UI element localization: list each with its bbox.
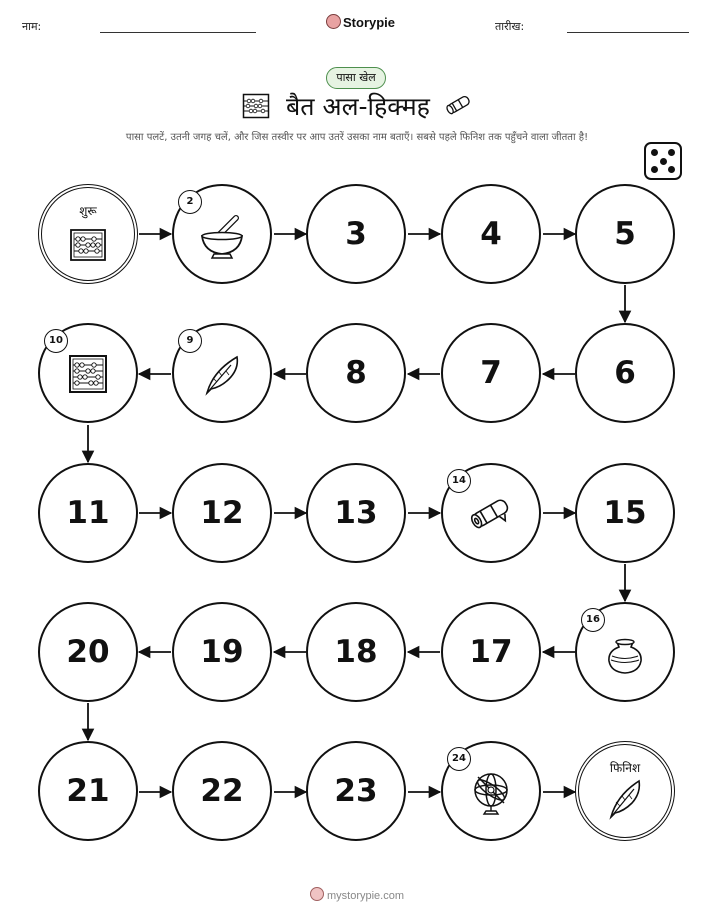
square-number: 20 bbox=[66, 634, 110, 670]
square-9[interactable] bbox=[172, 323, 272, 423]
finish-label: फिनिश bbox=[609, 761, 641, 775]
square-24[interactable] bbox=[441, 741, 541, 841]
square-14[interactable] bbox=[441, 463, 541, 563]
name-label: नाम: bbox=[22, 20, 42, 33]
finish-square[interactable] bbox=[575, 741, 675, 841]
square-number: 15 bbox=[603, 495, 647, 531]
square-number: 22 bbox=[200, 773, 244, 809]
armillary-sphere-icon bbox=[468, 769, 514, 821]
footer bbox=[0, 887, 714, 902]
square-number: 7 bbox=[480, 355, 502, 391]
square-number: 6 bbox=[614, 355, 636, 391]
storypie-logo: Storypie bbox=[326, 14, 395, 30]
mortar-pestle-icon bbox=[196, 210, 248, 266]
square-21[interactable] bbox=[38, 741, 138, 841]
clay-pot-icon bbox=[604, 636, 646, 680]
square-number-badge: 14 bbox=[447, 469, 471, 493]
square-20[interactable] bbox=[38, 602, 138, 702]
square-number-badge: 2 bbox=[178, 190, 202, 214]
quill-feather-icon bbox=[605, 777, 645, 825]
square-6[interactable] bbox=[575, 323, 675, 423]
square-number: 5 bbox=[614, 216, 636, 252]
start-square[interactable] bbox=[38, 184, 138, 284]
square-number-badge: 16 bbox=[581, 608, 605, 632]
footer-site[interactable]: mystorypie.com bbox=[326, 890, 405, 902]
square-4[interactable] bbox=[441, 184, 541, 284]
square-7[interactable] bbox=[441, 323, 541, 423]
square-18[interactable] bbox=[306, 602, 406, 702]
abacus-icon bbox=[67, 353, 109, 399]
square-number: 19 bbox=[200, 634, 244, 670]
square-number-badge: 24 bbox=[447, 747, 471, 771]
square-number: 12 bbox=[200, 495, 244, 531]
square-10[interactable] bbox=[38, 323, 138, 423]
square-number: 17 bbox=[469, 634, 513, 670]
abacus-icon bbox=[69, 228, 107, 266]
square-16[interactable] bbox=[575, 602, 675, 702]
square-15[interactable] bbox=[575, 463, 675, 563]
square-number: 18 bbox=[334, 634, 378, 670]
date-label: तारीख: bbox=[495, 20, 525, 33]
square-number: 4 bbox=[480, 216, 502, 252]
square-22[interactable] bbox=[172, 741, 272, 841]
start-label: शुरू bbox=[79, 204, 97, 218]
square-number: 3 bbox=[345, 216, 367, 252]
storypie-bear-icon bbox=[310, 887, 324, 901]
square-2[interactable] bbox=[172, 184, 272, 284]
square-number: 11 bbox=[66, 495, 110, 531]
square-23[interactable] bbox=[306, 741, 406, 841]
square-5[interactable] bbox=[575, 184, 675, 284]
square-8[interactable] bbox=[306, 323, 406, 423]
square-17[interactable] bbox=[441, 602, 541, 702]
square-number: 13 bbox=[334, 495, 378, 531]
square-13[interactable] bbox=[306, 463, 406, 563]
page-title: बैत अल-हिक्मह bbox=[286, 92, 430, 121]
square-19[interactable] bbox=[172, 602, 272, 702]
square-number: 21 bbox=[66, 773, 110, 809]
game-type-badge: पासा खेल bbox=[326, 67, 386, 89]
square-3[interactable] bbox=[306, 184, 406, 284]
square-number-badge: 10 bbox=[44, 329, 68, 353]
instructions-text: पासा पलटें, उतनी जगह चलें, और जिस तस्वीर पर आप उतरें उसका नाम बताएँ। सबसे पहले फिनिश तक पहुँचने वाला जीतता है! bbox=[125, 132, 589, 143]
square-number-badge: 9 bbox=[178, 329, 202, 353]
scroll-icon bbox=[467, 493, 515, 539]
quill-feather-icon bbox=[199, 351, 245, 401]
square-11[interactable] bbox=[38, 463, 138, 563]
square-12[interactable] bbox=[172, 463, 272, 563]
square-number: 8 bbox=[345, 355, 367, 391]
square-number: 23 bbox=[334, 773, 378, 809]
